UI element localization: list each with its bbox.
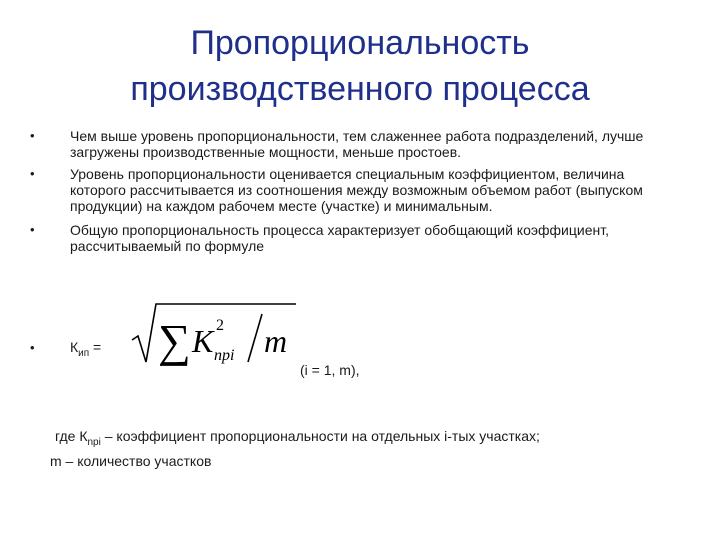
bullet-marker: • bbox=[30, 340, 35, 355]
title-line-2: производственного процесса bbox=[130, 70, 590, 108]
bullet-marker: • bbox=[30, 222, 35, 237]
note-line-2: m – количество участков bbox=[50, 453, 212, 469]
k-letter: K bbox=[192, 323, 214, 359]
formula-label: $К_{ип}$ = bbox=[70, 339, 102, 359]
bullet-list bbox=[30, 128, 680, 254]
title-line-1: Пропорциональность bbox=[190, 24, 530, 62]
exponent: 2 bbox=[216, 317, 224, 334]
bullet-item bbox=[30, 166, 680, 214]
sum-symbol: ∑ bbox=[158, 315, 191, 366]
bullet-marker: • bbox=[30, 166, 35, 181]
formula-image bbox=[130, 300, 300, 370]
bullet-item bbox=[30, 222, 680, 254]
fraction-slash bbox=[248, 314, 262, 362]
bullet-text: Чем выше уровень пропорциональности, тем слаженнее работа подразделений, лучше загружены производственные мощности, меньше простоев. bbox=[70, 128, 644, 160]
bullet-text: Общую пропорциональность процесса характеризует обобщающий коэффициент, рассчитываемый по формуле bbox=[70, 222, 609, 254]
note-line-1: где $К_{npi}$ – коэффициент пропорциональности на отдельных i-тых участках; bbox=[55, 428, 540, 448]
subscript: npi bbox=[214, 347, 235, 364]
divisor: m bbox=[264, 323, 288, 359]
slide-title bbox=[60, 20, 660, 112]
bullet-marker: • bbox=[30, 128, 35, 143]
bullet-item bbox=[30, 128, 680, 160]
bullet-text: Уровень пропорциональности оценивается специальным коэффициентом, величина которого рассчитывается из соотношения между возможным объемом работ (выпуском продукции) на каждом рабочем месте (участке) и минимальным. bbox=[70, 166, 643, 214]
formula-range: (i = 1, m), bbox=[300, 362, 360, 378]
